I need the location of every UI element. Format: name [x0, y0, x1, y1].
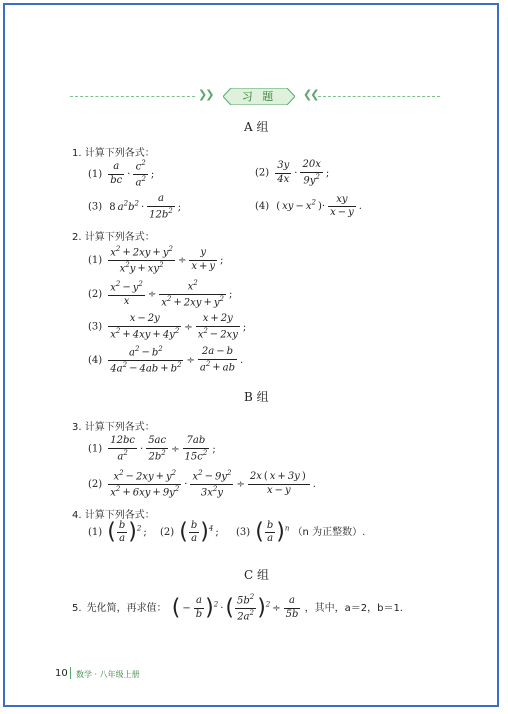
q1-item-2-expr: $\frac{3y}{4x}$ · $\frac{20x}{9y^2}$ ;	[277, 159, 330, 186]
group-c-title: C 组	[244, 568, 269, 582]
exercise-badge-label: 习 题	[241, 90, 277, 103]
q1-header	[72, 144, 155, 159]
q2-header	[72, 228, 155, 243]
q4-item-3-expr: ( $\frac{b}{a}$ )$^n$	[255, 519, 290, 545]
q1-stem: 计算下列各式：	[84, 148, 155, 159]
q2-item-2	[88, 280, 234, 309]
q1-item-3-label: (3)	[88, 201, 103, 213]
q2-item-3-expr: $\frac{x - 2y}{x^2 + 4xy + 4y^2}$ ÷ $\frac{x + 2y}{x^2 - 2xy}$ ;	[110, 313, 247, 340]
q4-item-2-label: (2)	[160, 527, 175, 538]
q1-item-3-expr: 8 $a^2b^2$ · $\frac{a}{12b^2}$ ;	[109, 193, 182, 220]
q2-stem: 计算下列各式：	[84, 232, 155, 243]
q2-item-1-expr: $\frac{x^2 + 2xy + y^2}{x^2y + xy^2}$ ÷ $\frac{y}{x + y}$ ;	[110, 245, 224, 275]
q5-stem: 先化简，再求值：	[86, 602, 167, 614]
q4-item-3-label: (3)	[236, 527, 251, 538]
q5-tail: ，其中，a＝2，b＝1.	[304, 602, 403, 614]
q2-item-3-label: (3)	[88, 321, 103, 333]
q4-item-2-expr: ( $\frac{b}{a}$ )$^4$ ;	[179, 519, 219, 545]
header-dash-left	[70, 96, 195, 97]
q1-item-3	[88, 194, 183, 220]
q5-number: 5.	[72, 602, 82, 614]
q4-item-1-expr: ( $\frac{b}{a}$ )$^2$ ;	[107, 519, 147, 545]
q1-number: 1.	[72, 148, 82, 159]
q3-item-2	[88, 470, 318, 499]
page-number: 10	[55, 668, 68, 679]
q3-header	[72, 418, 155, 433]
group-b-title: B 组	[244, 390, 269, 404]
q1-item-1-label: (1)	[88, 168, 103, 180]
q2-item-1	[88, 246, 225, 275]
q1-item-2	[255, 160, 331, 186]
q1-item-4-expr: ( xy − $x^2$ )· $\frac{xy}{x - y}$ .	[276, 193, 362, 218]
q2-item-4-label: (4)	[88, 354, 103, 366]
q2-item-4	[88, 346, 245, 375]
q2-item-2-expr: $\frac{x^2 - y^2}{x}$ ÷ $\frac{x^2}{x^2 + 2xy + y^2}$ ;	[110, 279, 233, 309]
q3-item-1	[88, 436, 218, 462]
q1-item-1	[88, 160, 156, 189]
group-a-title: A 组	[244, 120, 269, 134]
q4-item-3-note: （n 为正整数）.	[292, 527, 366, 538]
q3-item-1-label: (1)	[88, 443, 103, 455]
q4-item-2	[160, 520, 221, 545]
q4-item-1	[88, 520, 149, 545]
q2-item-2-label: (2)	[88, 288, 103, 300]
q1-item-1-expr: $\frac{a}{bc}$ · $\frac{c^2}{a^2}$ ;	[110, 159, 155, 189]
q3-item-1-expr: $\frac{12bc}{a^2}$ · $\frac{5ac}{2b^2}$ ÷ $\frac{7ab}{15c^2}$ ;	[110, 435, 216, 462]
q1-item-4	[255, 194, 364, 219]
q2-number: 2.	[72, 232, 82, 243]
q4-number: 4.	[72, 510, 82, 521]
q1-item-4-label: (4)	[255, 201, 270, 212]
q4-item-1-label: (1)	[88, 527, 103, 538]
footer-book-title: 数学 · 八年级上册	[76, 670, 140, 679]
q5-expr: ( − $\frac{a}{b}$ )$^2$ ·( $\frac{5b^2}{2a^2}$ )$^2$ ÷ $\frac{a}{5b}$	[171, 593, 299, 623]
q2-item-1-label: (1)	[88, 254, 103, 266]
q2-item-3	[88, 314, 248, 340]
q4-item-3	[236, 520, 365, 545]
chevron-left-icon: ❯❯	[198, 88, 213, 101]
q4-stem: 计算下列各式：	[84, 510, 155, 521]
header-dash-right	[318, 96, 440, 97]
q5	[72, 594, 403, 623]
q3-stem: 计算下列各式：	[84, 422, 155, 433]
chevron-right-icon: ❮❮	[303, 88, 318, 101]
q1-item-2-label: (2)	[255, 167, 270, 179]
footer-divider	[70, 667, 71, 679]
q3-item-2-expr: $\frac{x^2 - 2xy + y^2}{x^2 + 6xy + 9y^2}$ · $\frac{x^2 - 9y^2}{3x^2y}$ ÷ $\frac{2x ( x + 3y )}{x - y}$ .	[110, 469, 316, 499]
q3-number: 3.	[72, 422, 82, 433]
q2-item-4-expr: $\frac{a^2 - b^2}{4a^2 - 4ab + b^2}$ ÷ $\frac{2a - b}{a^2 + ab}$ .	[110, 345, 244, 375]
q3-item-2-label: (2)	[88, 478, 103, 490]
